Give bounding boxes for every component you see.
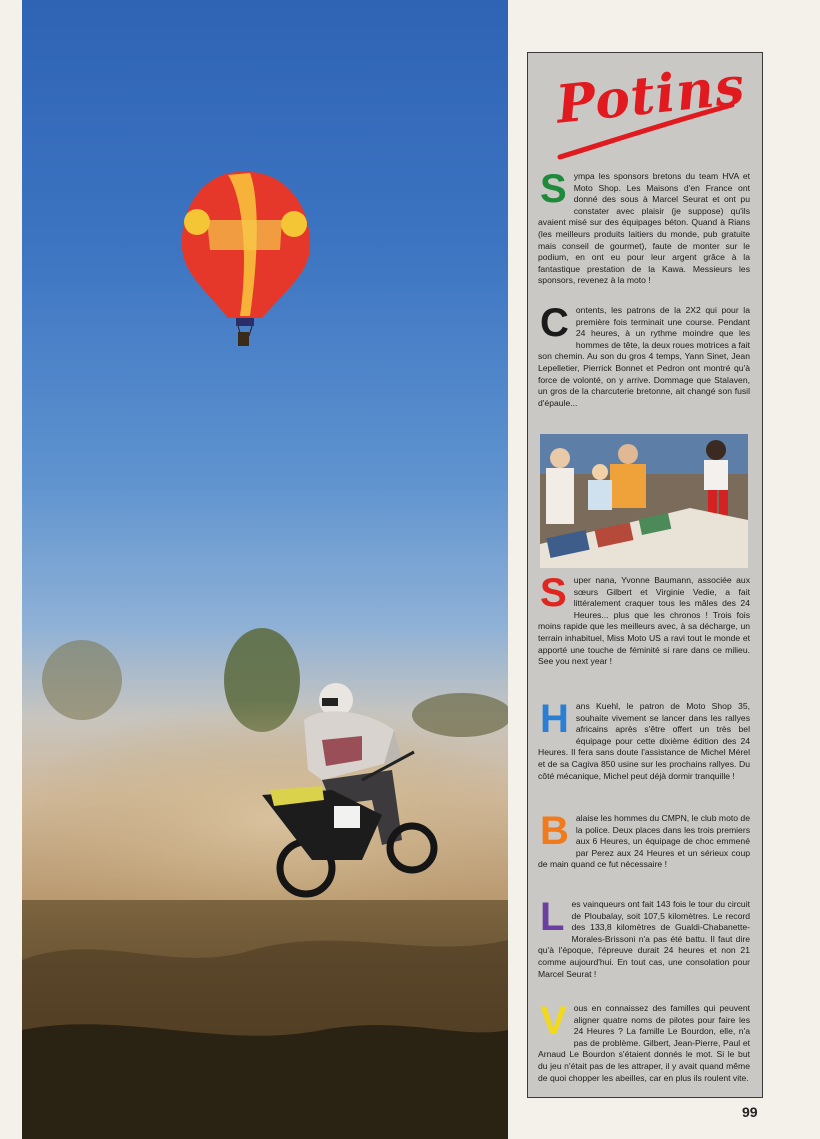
dropcap-letter: V <box>540 999 567 1043</box>
dropcap-letter: B <box>540 809 569 853</box>
paragraph-hans-kuehl <box>538 697 750 782</box>
dropcap-letter: H <box>540 697 569 741</box>
gossip-column <box>527 52 763 1098</box>
inset-photo-illustration <box>540 434 748 568</box>
page-number: 99 <box>742 1104 758 1120</box>
dropcap-letter: C <box>540 301 569 345</box>
hot-air-balloon <box>182 172 310 346</box>
paragraph-yvonne-baumann <box>538 571 750 668</box>
main-photo-illustration <box>22 0 508 1139</box>
paragraph-vainqueurs <box>538 895 750 980</box>
column-title: Potins <box>553 55 748 136</box>
paragraph-text: ympa les sponsors bretons du team HVA et Moto Shop. Les Maisons d'en France ont donné des sous à Marcel Seurat et ont pu constater avec plaisir (je suppose) qu'ils avaient misé sur des équipages béton. Quand à Rians (les meilleurs produits laitiers du monde, pub gratuite mais conseil de gourmet), faute de monter sur le podium, en ont eu pour leur argent grâce à la fantastique prestation de la Kawa. Messieurs les sponsors, revenez à la moto ! <box>538 171 750 286</box>
paragraph-text: ans Kuehl, le patron de Moto Shop 35, souhaite vivement se lancer dans les rallyes africains après s'être offert un très bel équipage pour cette dixième édition des 24 Heures. Il fera sans doute l'assistance de Michel Mérel et de sa Cagiva 850 usine sur les prochains rallyes. Du côté mécanique, Michel peut déjà dormir tranquille ! <box>538 701 750 781</box>
paragraph-cmpn <box>538 809 750 871</box>
inset-photo <box>540 434 748 568</box>
paragraph-text: uper nana, Yvonne Baumann, associée aux sœurs Gilbert et Virginie Vedie, a fait littéralement craquer tous les mâles des 24 Heures... plus que les chronos ! Trois fois moins rapide que les meilleurs avec, à sa décharge, un terrain inhabituel, Miss Moto US a ravi tout le monde et apporté une touche de féminité si rare dans ce milieu. See you next year ! <box>538 575 750 667</box>
dropcap-letter: S <box>540 571 567 615</box>
paragraph-text: alaise les hommes du CMPN, le club moto de la police. Deux places dans les trois premiers aux 6 Heures, un équipage de choc emmené par Perez aux 24 Heures et un sérieux coup de main quand ce fut nécessaire ! <box>538 813 750 870</box>
paragraph-le-bourdon <box>538 999 750 1084</box>
paragraph-2x2 <box>538 301 750 409</box>
column-title-block <box>546 55 748 171</box>
dropcap-letter: L <box>540 895 565 939</box>
paragraph-text: ous en connaissez des familles qui peuvent aligner quatre noms de pilotes pour faire les 24 Heures ? La famille Le Bourdon, elle, n'a pas de problème. Gilbert, Jean-Pierre, Paul et Arnaud Le Bourdon s'étaient donnés le mot. Si le but du jeu n'était pas de les attraper, il y avait quand même de quoi chopper les abeilles, car en plus ils roulent vite. <box>538 1003 750 1083</box>
paragraph-sponsors <box>538 167 750 287</box>
paragraph-text: ontents, les patrons de la 2X2 qui pour la première fois terminait une course. Pendant 24 heures, à un rythme moindre que les hommes de tête, la deux roues motrices a fait son chemin. Au son du gros 4 temps, Yann Sinet, Jean Lepelletier, Pierrick Bonnet et Pedron ont montré qu'à force de volonté, on y arrive. Dommage que Stalaven, un gros de la charcuterie bretonne, ait changé son fusil d'épaule... <box>538 305 750 408</box>
paragraph-text: es vainqueurs ont fait 143 fois le tour du circuit de Ploubalay, soit 107,5 kilomètres. Le record des 133,8 kilomètres de Gualdi-Chabanette-Morales-Brissoni n'a pas été battu. Il faut dire qu'à l'époque, l'épreuve durait 24 heures et non 21 comme aujourd'hui. En tout cas, une consolation pour Marcel Seurat ! <box>538 899 750 979</box>
dropcap-letter: S <box>540 167 567 211</box>
main-photo <box>22 0 508 1139</box>
